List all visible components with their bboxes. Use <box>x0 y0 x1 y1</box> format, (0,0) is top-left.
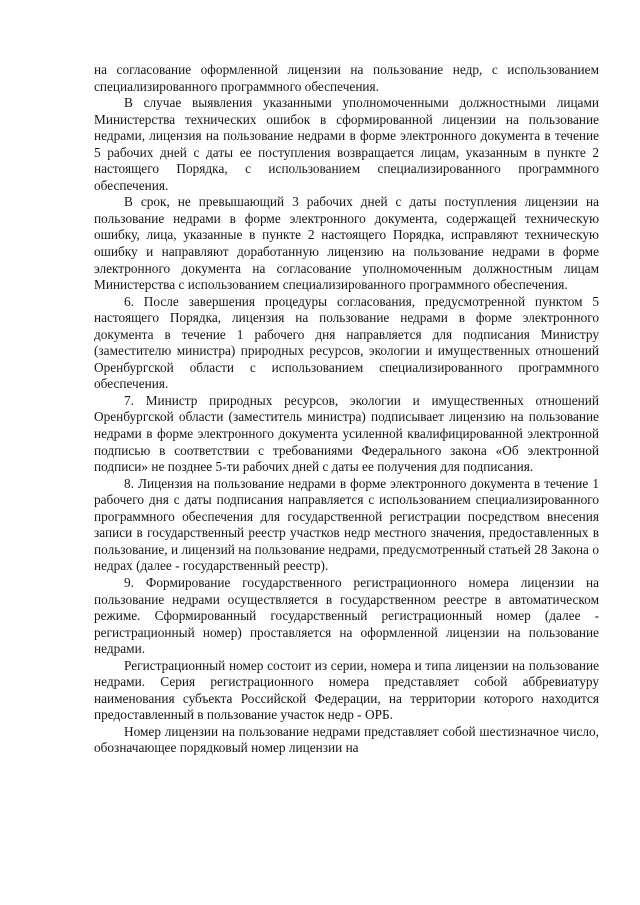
paragraph-license-number: Номер лицензии на пользование недрами представляет собой шестизначное число, обозначающее порядковый номер лицензии на <box>94 723 599 756</box>
paragraph-item-6: 6. После завершения процедуры согласования, предусмотренной пунктом 5 настоящего Порядка, лицензия на пользование недрами в форме электронного документа в течение 1 рабочего дня направляется для подписания Министру (заместителю министра) природных ресурсов, экологии и имущественных отношений Оренбургской области с использованием специализированного программного обеспечения. <box>94 293 599 392</box>
paragraph-item-9: 9. Формирование государственного регистрационного номера лицензии на пользование недрами осуществляется в государственном реестре в автоматическом режиме. Сформированный государственный регистрационный номер (далее - регистрационный номер) проставляется на оформленной лицензии на пользование недрами. <box>94 574 599 657</box>
paragraph-item-7: 7. Министр природных ресурсов, экологии и имущественных отношений Оренбургской области (заместитель министра) подписывает лицензию на пользование недрами в форме электронного документа усиленной квалифицированной электронной подписью в соответствии с требованиями Федерального закона «Об электронной подписи» не позднее 5-ти рабочих дней с даты ее получения для подписания. <box>94 392 599 475</box>
document-body <box>94 62 599 757</box>
paragraph-error-correction: В срок, не превышающий 3 рабочих дней с даты поступления лицензии на пользование недрами в форме электронного документа, содержащей техническую ошибку, лица, указанные в пункте 2 настоящего Порядка, исправляют техническую ошибку и направляют доработанную лицензию на пользование недрами в форме электронного документа на согласование уполномоченным должностным лицам Министерства с использованием специализированного программного обеспечения. <box>94 194 599 293</box>
paragraph-item-8: 8. Лицензия на пользование недрами в форме электронного документа в течение 1 рабочего дня с даты подписания направляется с использованием специализированного программного обеспечения для государственной регистрации посредством внесения записи в государственный реестр участков недр местного значения, предоставленных в пользование, и лицензий на пользование недрами, предусмотренный статьей 28 Закона о недрах (далее - государственный реестр). <box>94 475 599 574</box>
paragraph-error-detected: В случае выявления указанными уполномоченными должностными лицами Министерства технических ошибок в сформированной лицензии на пользование недрами, лицензия на пользование недрами в форме электронного документа в течение 5 рабочих дней с даты ее поступления возвращается лицам, указанным в пункте 2 настоящего Порядка, с использованием специализированного программного обеспечения. <box>94 95 599 193</box>
paragraph-registration-number: Регистрационный номер состоит из серии, номера и типа лицензии на пользование недрами. Серия регистрационного номера представляет собой аббревиатуру наименования субъекта Российской Федерации, на территории которого находится предоставленный в пользование участок недр - ОРБ. <box>94 657 599 723</box>
paragraph-continuation: на согласование оформленной лицензии на пользование недр, с использованием специализированного программного обеспечения. <box>94 62 599 94</box>
